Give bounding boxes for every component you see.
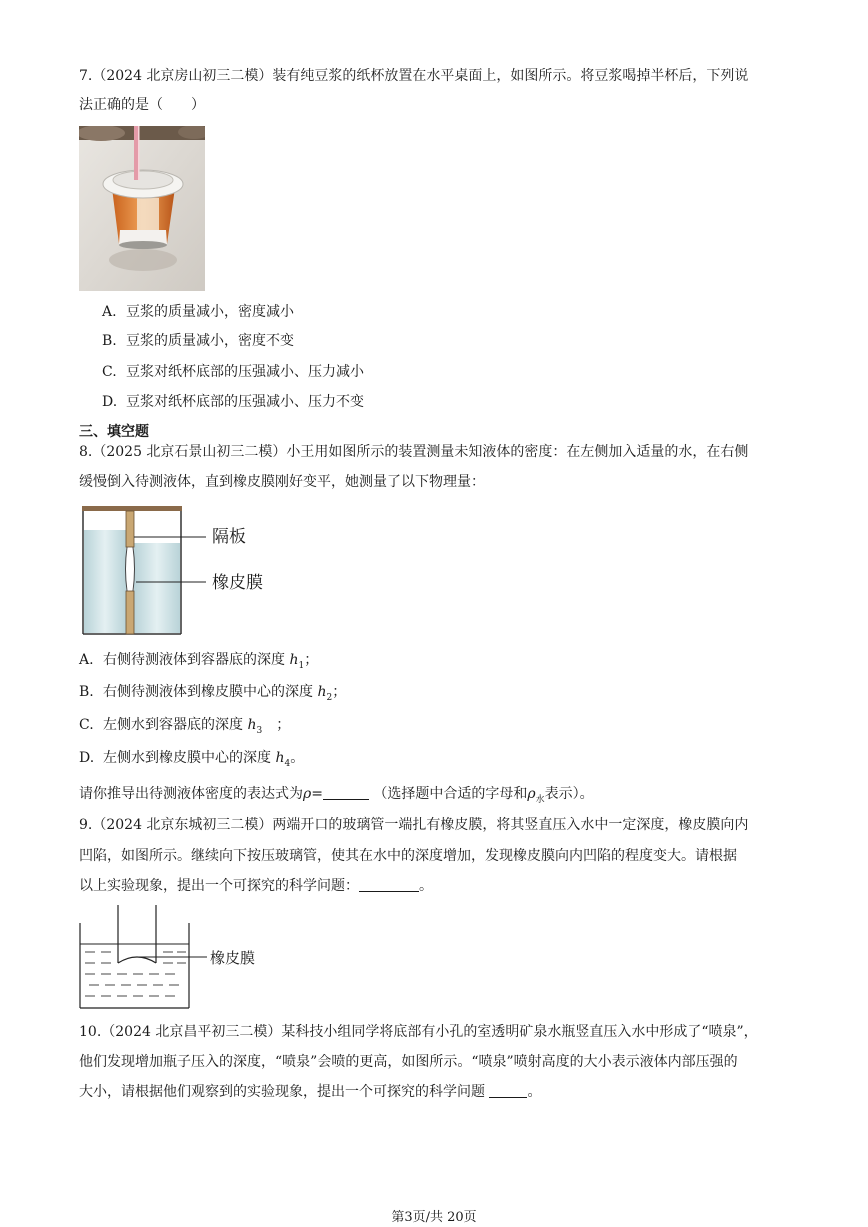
q8-answer-blank[interactable]	[323, 785, 369, 800]
label-tube-membrane: 橡皮膜	[210, 949, 256, 967]
soymilk-cup-photo	[79, 126, 205, 291]
q7-option-a: A. 豆浆的质量减小，密度减小	[102, 304, 294, 320]
q9-answer-blank[interactable]	[359, 877, 419, 892]
q9-line-1: 9.（2024 北京东城初三二模）两端开口的玻璃管一端扎有橡皮膜，将其竖直压入水中一定深度，橡皮膜向内	[79, 817, 749, 833]
section-heading: 三、填空题	[79, 424, 149, 440]
container-diagram	[80, 503, 270, 637]
q9-line-2: 凹陷，如图所示。继续向下按压玻璃管，使其在水中的深度增加，发现橡皮膜向内凹陷的程度变大。请根据	[79, 848, 737, 864]
q7-option-b: B. 豆浆的质量减小，密度不变	[102, 333, 294, 349]
q7-line-1: 7.（2024 北京房山初三二模）装有纯豆浆的纸杯放置在水平桌面上，如图所示。将豆浆喝掉半杯后，下列说	[79, 68, 749, 84]
q8-option-b: B. 右侧待测液体到橡皮膜中心的深度 $h_2$；	[79, 684, 347, 703]
page-footer: 第3页/共 20页	[391, 1210, 477, 1225]
q9-line-3: 以上实验现象，提出一个可探究的科学问题： 。	[79, 878, 433, 894]
q8-answer-line: 请你推导出待测液体密度的表达式为ρ= （选择题中合适的字母和$\rho_水$表示）。	[79, 786, 594, 805]
q8-line-1: 8.（2025 北京石景山初三二模）小王用如图所示的装置测量未知液体的密度：在左侧加入适量的水，在右侧	[79, 444, 749, 460]
q7-option-d: D. 豆浆对纸杯底部的压强减小、压力不变	[102, 394, 364, 410]
q7-option-c: C. 豆浆对纸杯底部的压强减小、压力减小	[102, 364, 364, 380]
label-partition: 隔板	[212, 527, 246, 547]
q10-line-2: 他们发现增加瓶子压入的深度，“喷泉”会喷的更高，如图所示。“喷泉”喷射高度的大小表示液体内部压强的	[79, 1054, 738, 1070]
q7-line-2: 法正确的是（ ）	[79, 97, 205, 113]
label-membrane: 橡皮膜	[212, 573, 263, 593]
q8-option-a: A. 右侧待测液体到容器底的深度 $h_1$；	[79, 652, 319, 671]
q8-option-d: D. 左侧水到橡皮膜中心的深度 $h_4$。	[79, 750, 305, 769]
q8-line-2: 缓慢倒入待测液体，直到橡皮膜刚好变平，她测量了以下物理量：	[79, 474, 485, 490]
q10-line-3: 大小，请根据他们观察到的实验现象，提出一个可探究的科学问题 。	[79, 1084, 542, 1100]
q10-line-1: 10.（2024 北京昌平初三二模）某科技小组同学将底部有小孔的室透明矿泉水瓶竖直压入水中形成了“喷泉”，	[79, 1024, 758, 1040]
q8-option-c: C. 左侧水到容器底的深度 $h_3$ ；	[79, 717, 291, 736]
q10-answer-blank[interactable]	[489, 1083, 527, 1098]
